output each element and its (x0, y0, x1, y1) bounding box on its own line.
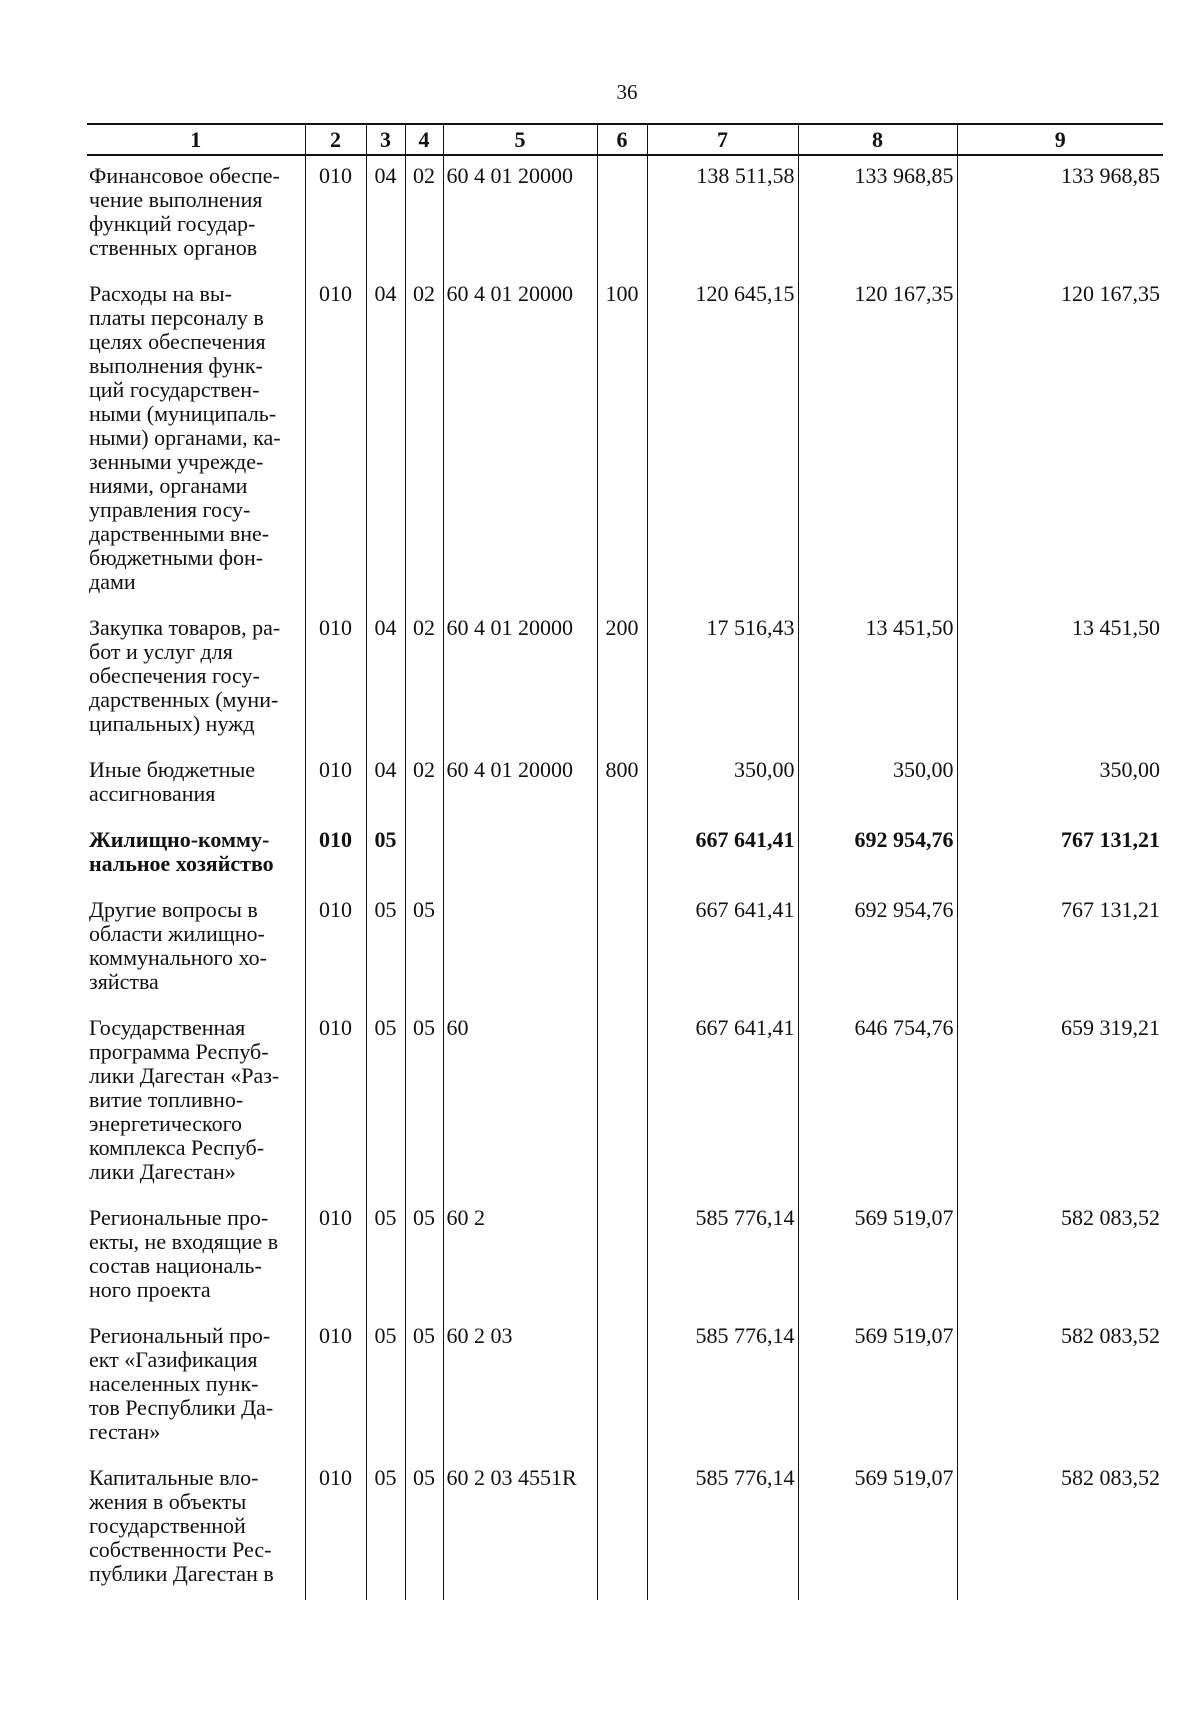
cell-ministry-code: 010 (305, 1198, 366, 1316)
cell-amount-year-1: 667 641,41 (647, 820, 798, 890)
cell-section: 04 (366, 155, 405, 274)
cell-amount-year-3: 582 083,52 (957, 1316, 1163, 1458)
cell-amount-year-3: 582 083,52 (957, 1198, 1163, 1316)
table-row (87, 1008, 1163, 1198)
cell-expense-type (597, 820, 647, 890)
cell-ministry-code: 010 (305, 608, 366, 750)
cell-expense-type (597, 155, 647, 274)
cell-amount-year-3: 13 451,50 (957, 608, 1163, 750)
cell-amount-year-3: 767 131,21 (957, 890, 1163, 1008)
cell-amount-year-2: 120 167,35 (798, 274, 957, 608)
cell-name: Иные бюджетные ассигнования (87, 750, 305, 820)
cell-subsection: 05 (405, 1316, 443, 1458)
cell-amount-year-2: 133 968,85 (798, 155, 957, 274)
cell-target-article: 60 4 01 20000 (443, 155, 597, 274)
cell-subsection (405, 820, 443, 890)
cell-amount-year-1: 585 776,14 (647, 1316, 798, 1458)
column-header-1: 1 (87, 124, 305, 155)
cell-section: 05 (366, 1458, 405, 1600)
cell-section: 05 (366, 890, 405, 1008)
cell-ministry-code: 010 (305, 274, 366, 608)
table-row (87, 608, 1163, 750)
column-header-4: 4 (405, 124, 443, 155)
table-row (87, 820, 1163, 890)
cell-target-article: 60 2 03 4551R (443, 1458, 597, 1600)
cell-amount-year-2: 646 754,76 (798, 1008, 957, 1198)
cell-target-article: 60 4 01 20000 (443, 274, 597, 608)
cell-section: 04 (366, 274, 405, 608)
column-header-2: 2 (305, 124, 366, 155)
cell-section: 04 (366, 750, 405, 820)
cell-amount-year-2: 692 954,76 (798, 820, 957, 890)
cell-amount-year-1: 667 641,41 (647, 1008, 798, 1198)
table-row (87, 750, 1163, 820)
cell-name: Закупка товаров, ра- бот и услуг для обеспечения госу- дарственных (муни- ципальных) нужд (87, 608, 305, 750)
cell-ministry-code: 010 (305, 750, 366, 820)
cell-amount-year-1: 350,00 (647, 750, 798, 820)
cell-amount-year-2: 692 954,76 (798, 890, 957, 1008)
column-header-5: 5 (443, 124, 597, 155)
cell-ministry-code: 010 (305, 1458, 366, 1600)
column-header-3: 3 (366, 124, 405, 155)
cell-name: Капитальные вло- жения в объекты государственной собственности Рес- публики Дагестан в (87, 1458, 305, 1600)
cell-ministry-code: 010 (305, 890, 366, 1008)
cell-section: 05 (366, 1008, 405, 1198)
cell-target-article: 60 2 (443, 1198, 597, 1316)
cell-target-article: 60 (443, 1008, 597, 1198)
cell-ministry-code: 010 (305, 1316, 366, 1458)
cell-target-article: 60 4 01 20000 (443, 608, 597, 750)
cell-expense-type: 100 (597, 274, 647, 608)
cell-name: Расходы на вы- платы персоналу в целях обеспечения выполнения функ- ций государствен- ными (муниципаль- ными) органами, ка- зенными учрежде- ниями, органами управления госу- дарственными вне- бюджетными фон- дами (87, 274, 305, 608)
table-row (87, 890, 1163, 1008)
cell-expense-type (597, 1198, 647, 1316)
cell-section: 05 (366, 1198, 405, 1316)
cell-expense-type: 800 (597, 750, 647, 820)
cell-expense-type (597, 1316, 647, 1458)
cell-target-article (443, 890, 597, 1008)
cell-amount-year-2: 569 519,07 (798, 1316, 957, 1458)
cell-amount-year-2: 350,00 (798, 750, 957, 820)
column-header-7: 7 (647, 124, 798, 155)
cell-subsection: 05 (405, 1458, 443, 1600)
cell-subsection: 02 (405, 274, 443, 608)
cell-name: Региональный про- ект «Газификация населенных пунк- тов Республики Да- гестан» (87, 1316, 305, 1458)
cell-subsection: 05 (405, 890, 443, 1008)
column-header-9: 9 (957, 124, 1163, 155)
cell-name: Государственная программа Респуб- лики Дагестан «Раз- витие топливно- энергетического комплекса Респуб- лики Дагестан» (87, 1008, 305, 1198)
cell-amount-year-3: 659 319,21 (957, 1008, 1163, 1198)
cell-amount-year-3: 133 968,85 (957, 155, 1163, 274)
cell-amount-year-3: 767 131,21 (957, 820, 1163, 890)
page-number: 36 (616, 80, 638, 104)
cell-section: 04 (366, 608, 405, 750)
cell-amount-year-3: 120 167,35 (957, 274, 1163, 608)
table-row (87, 1198, 1163, 1316)
cell-expense-type (597, 1008, 647, 1198)
table-row (87, 274, 1163, 608)
cell-target-article: 60 2 03 (443, 1316, 597, 1458)
cell-amount-year-2: 569 519,07 (798, 1458, 957, 1600)
cell-amount-year-3: 582 083,52 (957, 1458, 1163, 1600)
cell-name: Региональные про- екты, не входящие в состав националь- ного проекта (87, 1198, 305, 1316)
column-header-8: 8 (798, 124, 957, 155)
cell-target-article (443, 820, 597, 890)
cell-expense-type (597, 890, 647, 1008)
cell-amount-year-1: 17 516,43 (647, 608, 798, 750)
cell-expense-type: 200 (597, 608, 647, 750)
table-body (87, 155, 1163, 1600)
table-row (87, 1458, 1163, 1600)
cell-amount-year-1: 667 641,41 (647, 890, 798, 1008)
cell-subsection: 02 (405, 750, 443, 820)
cell-ministry-code: 010 (305, 155, 366, 274)
cell-target-article: 60 4 01 20000 (443, 750, 597, 820)
column-header-6: 6 (597, 124, 647, 155)
cell-expense-type (597, 1458, 647, 1600)
cell-ministry-code: 010 (305, 1008, 366, 1198)
cell-ministry-code: 010 (305, 820, 366, 890)
cell-name: Финансовое обеспе- чение выполнения функций государ- ственных органов (87, 155, 305, 274)
header-row (87, 124, 1163, 155)
cell-name: Другие вопросы в области жилищно- коммунального хо- зяйства (87, 890, 305, 1008)
cell-subsection: 05 (405, 1008, 443, 1198)
table-row (87, 1316, 1163, 1458)
cell-subsection: 05 (405, 1198, 443, 1316)
cell-section: 05 (366, 820, 405, 890)
cell-amount-year-1: 585 776,14 (647, 1458, 798, 1600)
budget-table (87, 123, 1163, 1600)
cell-amount-year-1: 585 776,14 (647, 1198, 798, 1316)
cell-amount-year-1: 138 511,58 (647, 155, 798, 274)
cell-name: Жилищно-комму- нальное хозяйство (87, 820, 305, 890)
cell-subsection: 02 (405, 155, 443, 274)
cell-amount-year-1: 120 645,15 (647, 274, 798, 608)
cell-amount-year-3: 350,00 (957, 750, 1163, 820)
table-row (87, 155, 1163, 274)
cell-amount-year-2: 569 519,07 (798, 1198, 957, 1316)
cell-section: 05 (366, 1316, 405, 1458)
cell-subsection: 02 (405, 608, 443, 750)
cell-amount-year-2: 13 451,50 (798, 608, 957, 750)
